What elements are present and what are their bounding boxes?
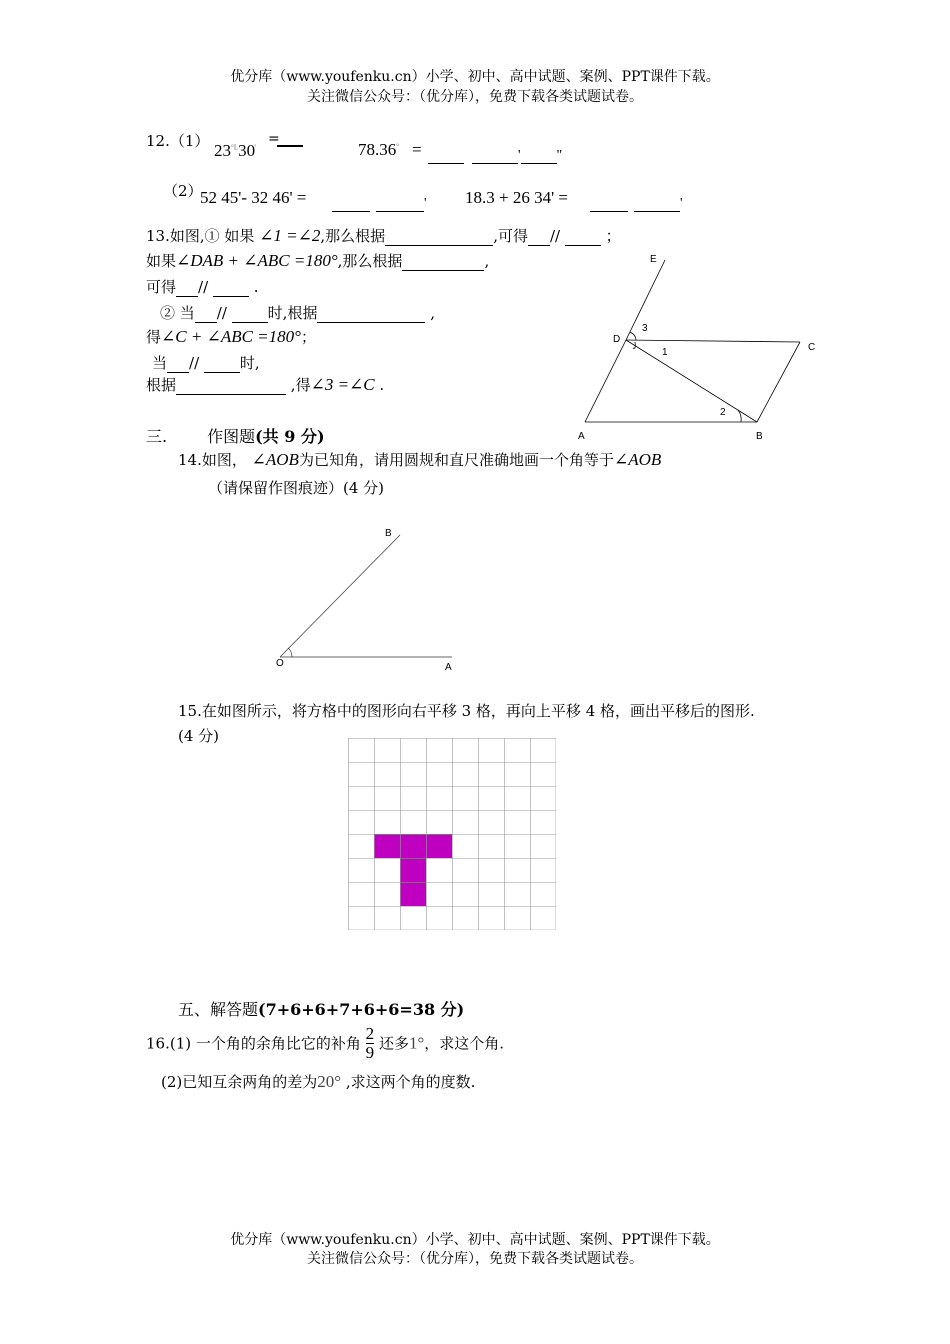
label-3: 3 (642, 323, 648, 334)
q12-blanks-2a: ' (332, 192, 427, 212)
footer-line-2: 关注微信公众号：（优分库），免费下载各类试题试卷。 (307, 1251, 643, 1267)
q12-expr-2a: 52 45'- 32 46' = (200, 188, 307, 207)
header-line-1: 优分库（www.youfenku.cn）小学、初中、高中试题、案例、PPT课件下载。 (230, 69, 720, 85)
label-D: D (613, 334, 621, 345)
label-A: A (445, 662, 452, 673)
line-CB (757, 342, 800, 422)
q15-line-2: (4 分) (178, 727, 220, 745)
shape-cell (400, 882, 426, 906)
q13-line-1: 13.如图,① 如果 ∠1 =∠2,那么根据 ,可得 // ； (146, 226, 621, 245)
section-3-heading: 三. 作图题(共 9 分) (146, 427, 325, 446)
q12-answer-line-1 (277, 145, 303, 147)
q12-label-2: （2） (163, 182, 203, 200)
footer-line-1: 优分库（www.youfenku.cn）小学、初中、高中试题、案例、PPT课件下载。 (230, 1232, 720, 1248)
q16-part-1: 16.(1) 一个角的余角比它的补角 $\frac{2}{9}$ 还多1°，求这个角. (146, 1024, 505, 1062)
q14-line-2: （请保留作图痕迹）(4 分) (208, 479, 385, 497)
q16-part-2: (2)已知互余两角的差为20° ,求这两个角的度数. (161, 1072, 476, 1091)
q12-label-1: 12.（1） (146, 132, 210, 150)
q13-line-7: 根据 ,得∠3 =∠C . (146, 375, 385, 394)
shape-cell (426, 834, 452, 858)
section-5-heading: 五、解答题(7+6+6+7+6+6=38 分) (178, 1000, 465, 1019)
q12-expr-1a: $23^{^\circ L}30'$ (214, 141, 257, 160)
q12-eq: = (268, 131, 280, 147)
header-line-2: 关注微信公众号：（优分库），免费下载各类试题试卷。 (307, 89, 643, 105)
label-E: E (650, 254, 657, 265)
label-O: O (276, 658, 284, 669)
label-B: B (756, 431, 763, 442)
angle-arc-3 (630, 332, 636, 340)
q12-eq-2: = (412, 140, 422, 159)
fraction-2-9: $\frac{2}{9}$ (365, 1024, 375, 1062)
label-1: 1 (662, 347, 668, 358)
q13-figure (570, 250, 830, 450)
shape-cell (400, 834, 426, 858)
angle-arc-AOB (288, 648, 292, 657)
ray-OB (280, 535, 400, 657)
line-DB (626, 340, 757, 422)
q12-blanks-1: ' " (428, 144, 562, 164)
q13-line-2: 如果∠DAB + ∠ABC =180°,那么根据 , (146, 251, 490, 270)
line-AD (585, 340, 626, 422)
line-DC (626, 340, 800, 342)
shape-cell (400, 858, 426, 882)
q13-line-5: 得∠C + ∠ABC =180°； (146, 327, 316, 346)
label-C: C (808, 342, 816, 353)
q13-line-3: 可得 // . (146, 278, 259, 296)
translation-grid[interactable] (348, 738, 556, 930)
label-A: A (578, 431, 585, 442)
q14-line-1: 14.如图， ∠AOB为已知角，请用圆规和直尺准确地画一个角等于∠AOB (178, 450, 662, 469)
q13-line-4: ② 当 // 时,根据 , (160, 304, 436, 322)
shape-cell (374, 834, 400, 858)
label-2: 2 (720, 407, 726, 418)
q14-figure (265, 520, 465, 680)
q12-expr-2b: 18.3 + 26 34' = (465, 188, 568, 207)
q13-line-6: 当 // 时, (152, 354, 260, 372)
q15-line-1: 15.在如图所示，将方格中的图形向右平移 3 格，再向上平移 4 格，画出平移后的图形. (178, 702, 755, 720)
q12-expr-1b: 78.36° (358, 140, 400, 159)
label-B: B (385, 528, 392, 539)
q12-blanks-2b: ' (590, 192, 683, 212)
